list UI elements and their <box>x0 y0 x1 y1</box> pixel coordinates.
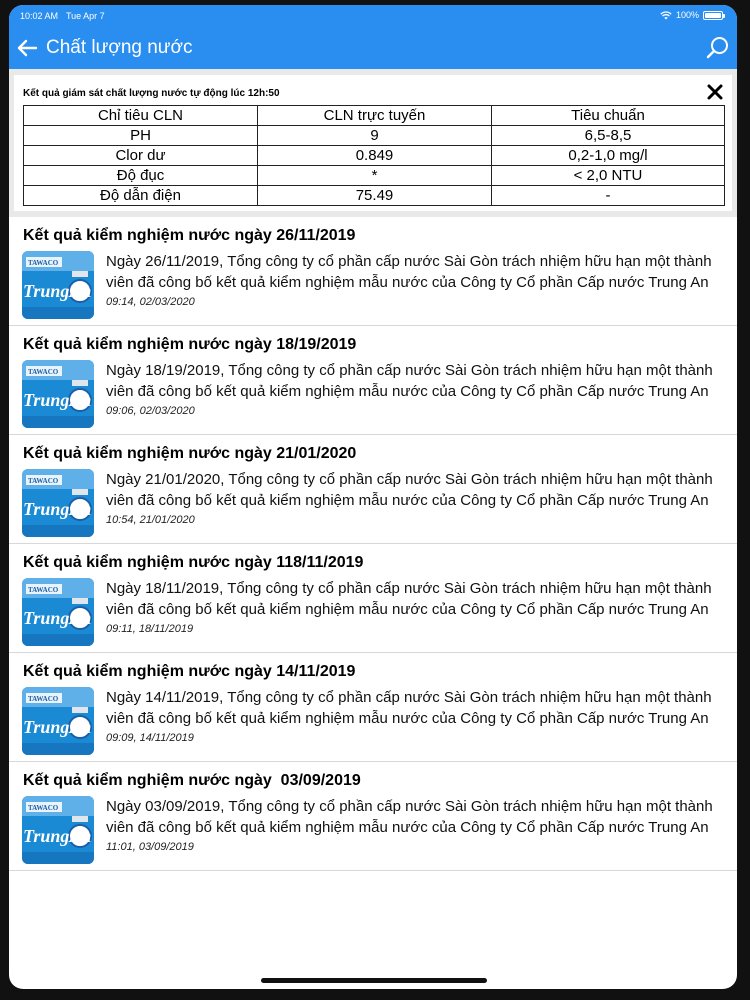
news-time: 09:11, 18/11/2019 <box>106 623 194 635</box>
status-date: Tue Apr 7 <box>66 11 105 21</box>
monitor-card <box>14 75 732 211</box>
app-screen <box>9 5 737 989</box>
logo-text-top: TAWACO <box>28 477 59 485</box>
water-quality-table <box>23 105 725 206</box>
table-cell: 75.49 <box>258 186 492 206</box>
table-row <box>24 166 725 186</box>
news-list <box>9 217 737 871</box>
arrow-left-icon[interactable] <box>15 36 39 60</box>
table-row <box>24 186 725 206</box>
logo-text-bottom: TrungAn <box>23 717 92 737</box>
news-time: 09:06, 02/03/2020 <box>106 405 195 417</box>
news-title: Kết quả kiểm nghiệm nước ngày 18/19/2019 <box>23 336 357 353</box>
logo-text-top: TAWACO <box>28 695 59 703</box>
table-row <box>24 126 725 146</box>
battery-percent: 100% <box>675 10 699 20</box>
table-header-row <box>24 106 725 126</box>
news-time: 11:01, 03/09/2019 <box>106 841 194 853</box>
news-time: 10:54, 21/01/2020 <box>106 514 195 526</box>
news-item[interactable] <box>9 544 737 653</box>
logo-text-bottom: TrungAn <box>23 281 92 301</box>
news-thumbnail <box>22 687 94 755</box>
table-cell: Độ đục <box>24 166 258 186</box>
search-icon[interactable] <box>705 35 731 61</box>
page-title: Chất lượng nước <box>46 37 193 58</box>
column-header: CLN trực tuyến <box>258 106 492 126</box>
logo-text-top: TAWACO <box>28 804 59 812</box>
nav-bar <box>9 27 737 69</box>
logo-text-bottom: TrungAn <box>23 499 92 519</box>
status-time: 10:02 AM <box>20 11 59 21</box>
logo-text-bottom: TrungAn <box>23 608 92 628</box>
status-bar <box>9 5 737 27</box>
column-header: Chỉ tiêu CLN <box>24 106 258 126</box>
news-time: 09:09, 14/11/2019 <box>106 732 194 744</box>
news-summary: Ngày 21/01/2020, Tổng công ty cổ phần cấp nước Sài Gòn trách nhiệm hữu hạn một thành viên đã công bố kết quả kiểm nghiệm mẫu nước của Công ty Cổ phần Cấp nước Trung An <box>106 471 713 509</box>
logo-text-top: TAWACO <box>28 368 59 376</box>
table-cell: Clor dư <box>24 146 258 166</box>
news-item[interactable] <box>9 653 737 762</box>
news-item[interactable] <box>9 217 737 326</box>
news-thumbnail <box>22 360 94 428</box>
news-thumbnail <box>22 796 94 864</box>
news-thumbnail <box>22 469 94 537</box>
status-right <box>660 10 723 20</box>
table-cell: - <box>492 186 725 206</box>
logo-text-bottom: TrungAn <box>23 390 92 410</box>
news-title: Kết quả kiểm nghiệm nước ngày 118/11/2019 <box>23 554 364 571</box>
table-cell: Độ dẫn điện <box>24 186 258 206</box>
news-item[interactable] <box>9 435 737 544</box>
news-item[interactable] <box>9 326 737 435</box>
logo-text-top: TAWACO <box>28 259 59 267</box>
table-cell: * <box>258 166 492 186</box>
news-thumbnail <box>22 251 94 319</box>
news-summary: Ngày 26/11/2019, Tổng công ty cổ phần cấp nước Sài Gòn trách nhiệm hữu hạn một thành viên đã công bố kết quả kiểm nghiệm mẫu nước của Công ty Cổ phần Cấp nước Trung An <box>106 253 712 291</box>
news-summary: Ngày 03/09/2019, Tổng công ty cổ phần cấp nước Sài Gòn trách nhiệm hữu hạn một thành viên đã công bố kết quả kiểm nghiệm mẫu nước của Công ty Cổ phần Cấp nước Trung An <box>106 798 713 836</box>
table-cell: < 2,0 NTU <box>492 166 725 186</box>
monitor-panel <box>9 69 737 217</box>
logo-text-top: TAWACO <box>28 586 59 594</box>
news-title: Kết quả kiểm nghiệm nước ngày 21/01/2020 <box>23 445 357 462</box>
table-cell: 6,5-8,5 <box>492 126 725 146</box>
close-icon[interactable] <box>706 83 724 101</box>
news-summary: Ngày 14/11/2019, Tổng công ty cổ phần cấp nước Sài Gòn trách nhiệm hữu hạn một thành viên đã công bố kết quả kiểm nghiệm mẫu nước của Công ty Cổ phần Cấp nước Trung An <box>106 689 712 727</box>
table-cell: 0,2-1,0 mg/l <box>492 146 725 166</box>
news-title: Kết quả kiểm nghiệm nước ngày 14/11/2019 <box>23 663 356 680</box>
news-thumbnail <box>22 578 94 646</box>
column-header: Tiêu chuẩn <box>492 106 725 126</box>
news-item[interactable] <box>9 762 737 871</box>
monitor-heading: Kết quả giám sát chất lượng nước tự động lúc 12h:50 <box>23 88 280 99</box>
battery-icon <box>703 11 723 20</box>
news-time: 09:14, 02/03/2020 <box>106 296 195 308</box>
home-indicator[interactable] <box>261 978 487 983</box>
table-row <box>24 146 725 166</box>
wifi-icon <box>660 11 672 20</box>
table-cell: PH <box>24 126 258 146</box>
logo-text-bottom: TrungAn <box>23 826 92 846</box>
news-title: Kết quả kiểm nghiệm nước ngày 03/09/2019 <box>23 772 361 789</box>
news-title: Kết quả kiểm nghiệm nước ngày 26/11/2019 <box>23 227 356 244</box>
table-cell: 0.849 <box>258 146 492 166</box>
news-summary: Ngày 18/19/2019, Tổng công ty cổ phần cấp nước Sài Gòn trách nhiệm hữu hạn một thành viên đã công bố kết quả kiểm nghiệm mẫu nước của Công ty Cổ phần Cấp nước Trung An <box>106 362 713 400</box>
table-cell: 9 <box>258 126 492 146</box>
news-summary: Ngày 18/11/2019, Tổng công ty cổ phần cấp nước Sài Gòn trách nhiệm hữu hạn một thành viên đã công bố kết quả kiểm nghiệm mẫu nước của Công ty Cổ phần Cấp nước Trung An <box>106 580 712 618</box>
